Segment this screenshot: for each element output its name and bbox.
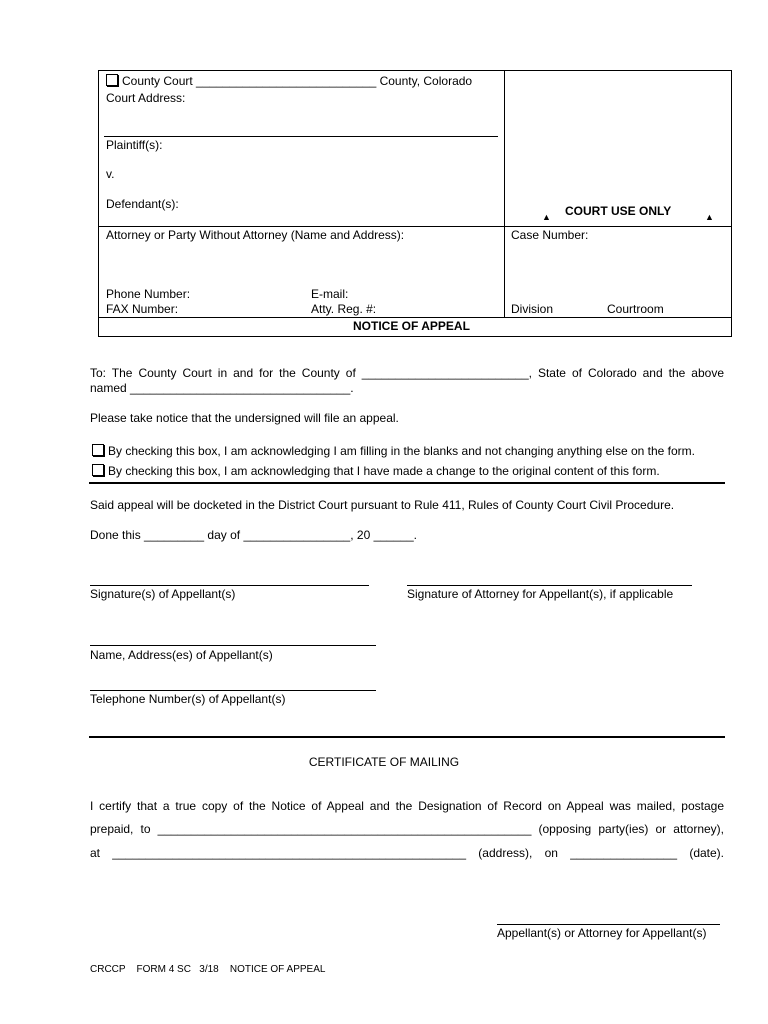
telephone-label: Telephone Number(s) of Appellant(s) (90, 692, 286, 706)
address-underline (104, 136, 498, 137)
acknowledge-blanks-checkbox[interactable] (92, 444, 104, 456)
to-court-line1: To: The County Court in and for the County of _________________________, State of Colorado and the above (90, 366, 724, 380)
notice-row-divider (98, 317, 731, 318)
certificate-signature-line (497, 924, 720, 925)
county-court-blank: ___________________________ (196, 74, 377, 88)
notice-title: NOTICE OF APPEAL (353, 319, 470, 333)
docketed-statement: Said appeal will be docketed in the District Court pursuant to Rule 411, Rules of County Court Civil Procedure. (90, 498, 675, 512)
certificate-line3: at _____________________________________________________ (address), on ________________ (date). (90, 846, 724, 860)
defendants-label: Defendant(s): (106, 197, 179, 211)
signature-attorney-line (407, 585, 692, 586)
case-number-label: Case Number: (511, 228, 589, 242)
division-label: Division (511, 302, 554, 316)
form-footer: CRCCP FORM 4 SC 3/18 NOTICE OF APPEAL (90, 964, 326, 975)
county-court-prefix: County Court (122, 74, 193, 88)
signature-appellant-line (90, 585, 369, 586)
versus-label: v. (106, 167, 115, 181)
telephone-line (90, 690, 376, 691)
county-court-checkbox[interactable] (106, 74, 118, 86)
certificate-title: CERTIFICATE OF MAILING (308, 755, 460, 769)
court-use-only-label: COURT USE ONLY (565, 204, 672, 218)
caption-vertical-divider (504, 70, 505, 317)
acknowledge-change-text: By checking this box, I am acknowledging that I have made a change to the original content of this form. (108, 464, 660, 478)
signature-attorney-label: Signature of Attorney for Appellant(s), if applicable (407, 587, 674, 601)
up-arrow-icon: ▲ (542, 212, 551, 222)
attorney-label: Attorney or Party Without Attorney (Name and Address): (106, 228, 405, 242)
name-address-label: Name, Address(es) of Appellant(s) (90, 648, 273, 662)
phone-label: Phone Number: (106, 287, 191, 301)
signature-appellant-label: Signature(s) of Appellant(s) (90, 587, 236, 601)
courtroom-label: Courtroom (607, 302, 664, 316)
acknowledge-change-checkbox[interactable] (92, 464, 104, 476)
email-label: E-mail: (311, 287, 349, 301)
caption-row-divider (98, 226, 731, 227)
name-address-line (90, 645, 376, 646)
checkbox-divider (89, 482, 725, 484)
atty-reg-label: Atty. Reg. #: (311, 302, 377, 316)
acknowledge-blanks-row (92, 444, 695, 458)
certificate-line1: I certify that a true copy of the Notice of Appeal and the Designation of Record on Appeal was mailed, postage (90, 799, 724, 813)
done-this-line: Done this _________ day of ________________, 20 ______. (90, 528, 417, 542)
court-address-label: Court Address: (106, 91, 186, 105)
up-arrow-icon: ▲ (705, 212, 714, 222)
please-take-notice: Please take notice that the undersigned will file an appeal. (90, 411, 399, 425)
certificate-signature-label: Appellant(s) or Attorney for Appellant(s) (497, 926, 707, 940)
certificate-line2: prepaid, to ________________________________________________________ (opposing party(ies) or attorney), (90, 822, 724, 836)
fax-label: FAX Number: (106, 302, 179, 316)
plaintiffs-label: Plaintiff(s): (106, 138, 163, 152)
to-court-line2: named _________________________________. (90, 381, 354, 395)
acknowledge-change-row (92, 464, 660, 478)
county-court-line (106, 74, 472, 88)
acknowledge-blanks-text: By checking this box, I am acknowledging I am filling in the blanks and not changing anything else on the form. (108, 444, 696, 458)
county-court-suffix: County, Colorado (379, 74, 473, 88)
certificate-divider (89, 736, 725, 738)
